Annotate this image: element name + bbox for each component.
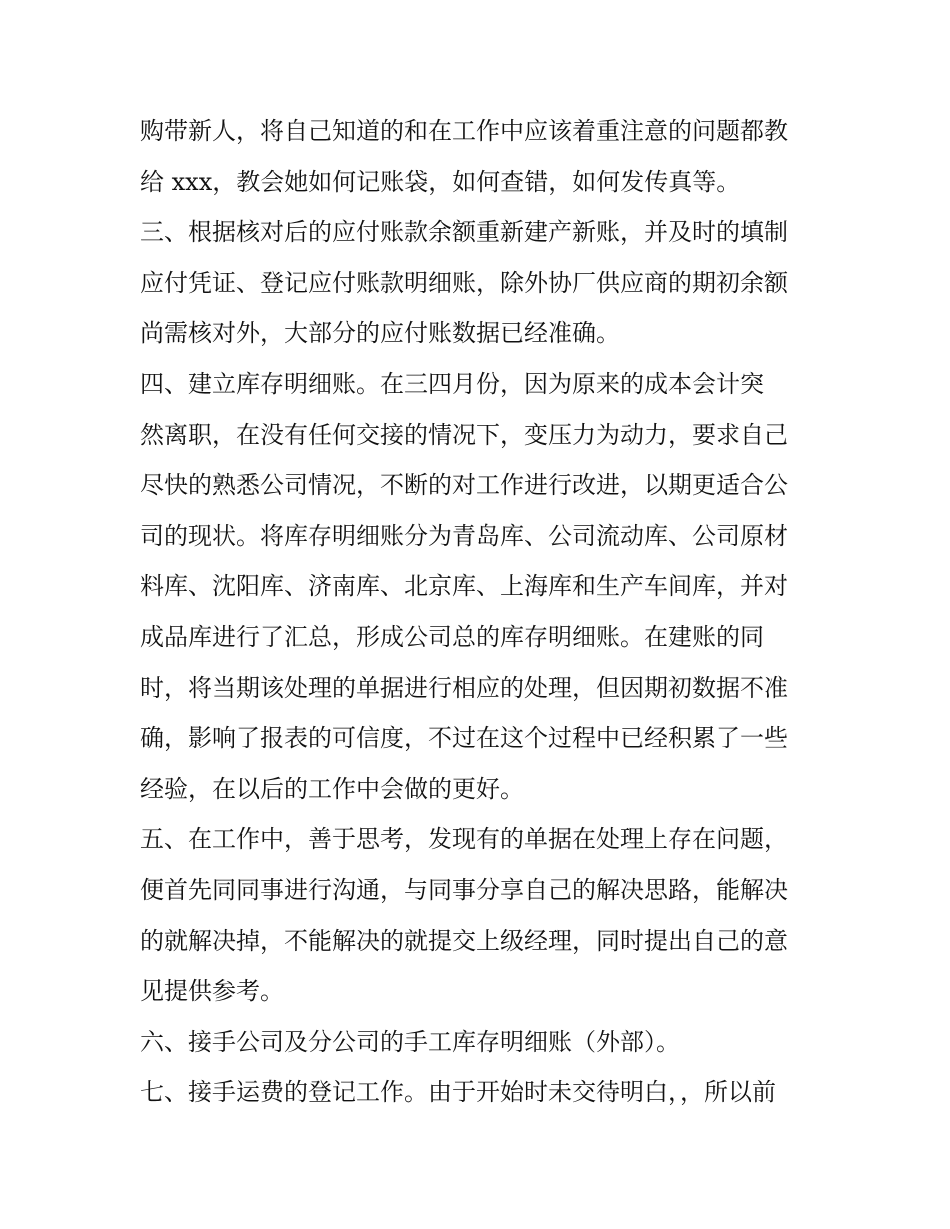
text-line: 成品库进行了汇总，形成公司总的库存明细账。在建账的同 (140, 622, 764, 651)
text-line: 尚需核对外，大部分的应付账数据已经准确。 (140, 319, 620, 348)
text-line: 七、接手运费的登记工作。由于开始时未交待明白，，所以前 (140, 1078, 776, 1107)
text-line: 司的现状。将库存明细账分为青岛库、公司流动库、公司原材 (140, 521, 788, 550)
text-line: 六、接手公司及分公司的手工库存明细账（外部）。 (140, 1027, 680, 1056)
text-line: 尽快的熟悉公司情况，不断的对工作进行改进，以期更适合公 (140, 471, 788, 500)
text-line: 应付凭证、登记应付账款明细账，除外协厂供应商的期初余额 (140, 268, 788, 297)
text-line: 四、建立库存明细账。在三四月份，因为原来的成本会计突 (140, 369, 764, 398)
text-line: 给 xxx，教会她如何记账袋，如何查错，如何发传真等。 (140, 167, 741, 196)
text-line: 便首先同同事进行沟通，与同事分享自己的解决思路，能解决 (140, 875, 788, 904)
text-line: 三、根据核对后的应付账款余额重新建产新账，并及时的填制 (140, 218, 788, 247)
text-line: 见提供参考。 (140, 977, 284, 1006)
text-line: 购带新人，将自己知道的和在工作中应该着重注意的问题都教 (140, 117, 788, 145)
body-text (140, 106, 820, 1118)
text-line: 确，影响了报表的可信度，不过在这个过程中已经积累了一些 (140, 724, 788, 753)
text-line: 五、在工作中，善于思考，发现有的单据在处理上存在问题， (140, 825, 788, 854)
text-line: 时，将当期该处理的单据进行相应的处理，但因期初数据不准 (140, 673, 788, 702)
text-line: 料库、沈阳库、济南库、北京库、上海库和生产车间库，并对 (140, 572, 788, 601)
text-line: 的就解决掉，不能解决的就提交上级经理，同时提出自己的意 (140, 926, 788, 955)
text-line: 然离职，在没有任何交接的情况下，变压力为动力，要求自己 (140, 420, 788, 449)
text-line: 经验，在以后的工作中会做的更好。 (140, 774, 524, 803)
